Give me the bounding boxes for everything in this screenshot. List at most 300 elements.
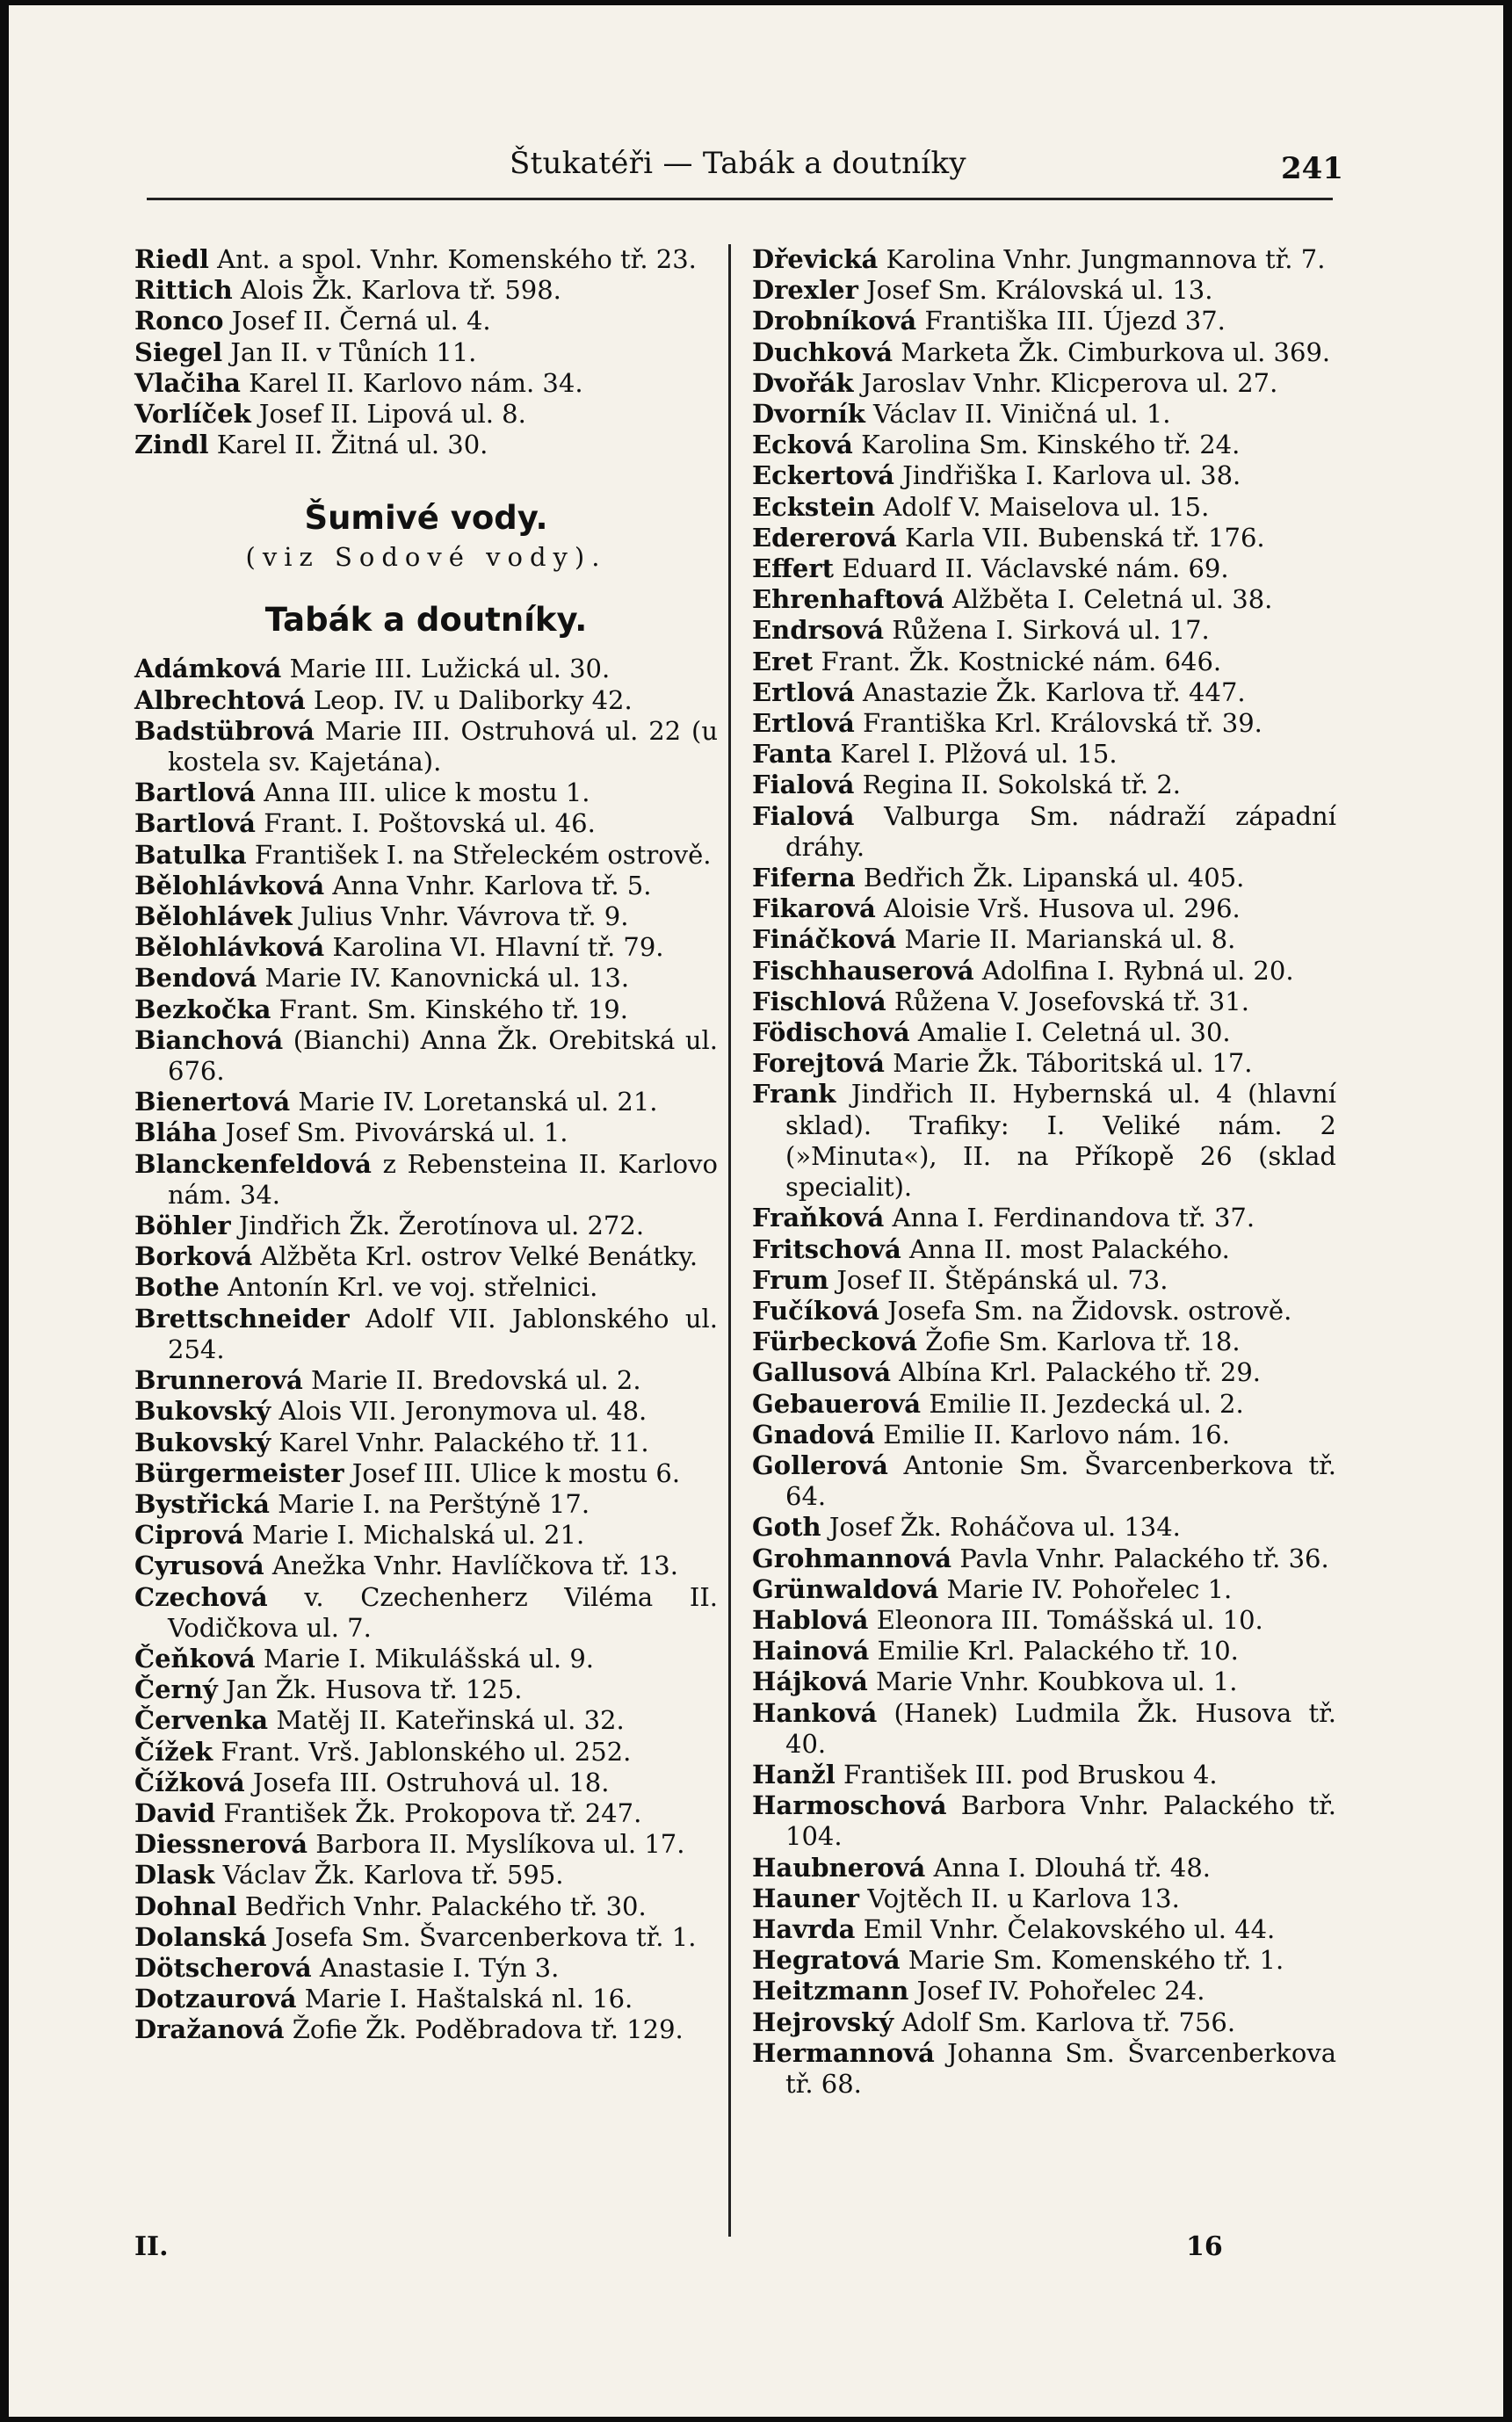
entry-details: František Žk. Prokopova tř. 247. — [223, 1797, 642, 1828]
directory-entry — [134, 808, 718, 839]
entry-details: Frant. Žk. Kostnické nám. 646. — [821, 646, 1222, 676]
entry-surname: Vorlíček — [134, 399, 251, 430]
entry-details: Barbora Vnhr. Palackého tř. 104. — [785, 1790, 1336, 1852]
entry-surname: Ertlová — [752, 708, 855, 739]
entry-surname: Bartlová — [134, 808, 256, 839]
entry-surname: Drobníková — [752, 306, 917, 336]
directory-entry — [752, 893, 1336, 924]
entry-surname: Albrechtová — [134, 684, 306, 715]
entry-surname: Havrda — [752, 1913, 856, 1944]
directory-entry — [752, 399, 1336, 430]
directory-entry — [752, 863, 1336, 893]
entry-details: Marie Vnhr. Koubkova ul. 1. — [875, 1666, 1238, 1697]
entry-surname: Dvorník — [752, 399, 865, 430]
entry-details: z Rebensteina II. Karlovo nám. 34. — [168, 1148, 718, 1210]
entry-details: Marie IV. Kanovnická ul. 13. — [264, 963, 630, 994]
entry-details: Barbora II. Myslíkova ul. 17. — [315, 1829, 685, 1860]
entry-surname: Fialová — [752, 800, 855, 831]
directory-entry — [134, 1768, 718, 1798]
entry-details: Pavla Vnhr. Palackého tř. 36. — [959, 1543, 1329, 1573]
directory-entry — [134, 1984, 718, 2014]
entry-details: Marie IV. Loretanská ul. 21. — [298, 1087, 658, 1117]
entry-details: Antonie Sm. Švarcenberkova tř. 64. — [785, 1450, 1336, 1512]
directory-entry — [134, 337, 718, 368]
entry-surname: Batulka — [134, 839, 247, 870]
entry-details: Růžena V. Josefovská tř. 31. — [893, 986, 1249, 1016]
entry-surname: Čížková — [134, 1767, 245, 1797]
entry-surname: Riedl — [134, 244, 209, 274]
directory-entry — [134, 1428, 718, 1458]
entry-surname: Cyrusová — [134, 1551, 264, 1581]
directory-entry — [752, 1079, 1336, 1203]
section-note-sodove-vody: (viz Sodové vody). — [245, 542, 607, 573]
directory-entry — [752, 1327, 1336, 1357]
entry-surname: Frank — [752, 1079, 836, 1110]
entry-surname: Hablová — [752, 1604, 869, 1635]
entry-surname: Ertlová — [752, 676, 855, 707]
entry-surname: Bienertová — [134, 1087, 291, 1117]
entry-details: Ant. a spol. Vnhr. Komenského tř. 23. — [217, 244, 697, 274]
entry-surname: David — [134, 1797, 216, 1828]
entry-surname: Bianchová — [134, 1024, 284, 1055]
entry-details: Žofie Sm. Karlova tř. 18. — [925, 1327, 1241, 1357]
tabak-entries-left — [134, 654, 718, 2045]
entry-details: Anna III. ulice k mostu 1. — [264, 777, 590, 808]
entry-details: Václav II. Viničná ul. 1. — [873, 399, 1171, 430]
directory-entry — [752, 739, 1336, 770]
entry-details: Albína Krl. Palackého tř. 29. — [899, 1357, 1261, 1388]
entry-surname: Fialová — [752, 770, 855, 800]
directory-entry — [134, 1025, 718, 1087]
entry-surname: Bystřická — [134, 1488, 270, 1519]
entry-surname: Duchková — [752, 336, 893, 367]
directory-entry — [752, 924, 1336, 955]
entry-details: Jaroslav Vnhr. Klicperova ul. 27. — [861, 367, 1278, 398]
entry-details: Marie II. Marianská ul. 8. — [904, 924, 1236, 955]
entry-details: Anna II. most Palackého. — [909, 1233, 1230, 1264]
entry-surname: Hanková — [752, 1697, 878, 1728]
entry-surname: Heitzmann — [752, 1976, 909, 2006]
entry-details: Adolfina I. Rybná ul. 20. — [981, 955, 1294, 986]
directory-entry — [752, 2007, 1336, 2038]
directory-entry — [134, 399, 718, 430]
entry-surname: Dvořák — [752, 367, 854, 398]
entry-details: Jindřich II. Hybernská ul. 4 (hlavní sklad). Trafiky: I. Veliké nám. 2 (»Minuta«), II. na Příkopě 26 (sklad specialit). — [785, 1079, 1336, 1203]
directory-entry — [134, 1953, 718, 1984]
left-column — [134, 244, 718, 2046]
entry-details: Alois VII. Jeronymova ul. 48. — [279, 1396, 647, 1427]
entry-surname: Černý — [134, 1674, 218, 1705]
entry-surname: Bothe — [134, 1272, 220, 1303]
entry-details: Alžběta Krl. ostrov Velké Benátky. — [260, 1241, 698, 1272]
directory-entry — [752, 647, 1336, 677]
directory-entry — [752, 1698, 1336, 1760]
directory-entry — [134, 1241, 718, 1272]
entry-details: František I. na Střeleckém ostrově. — [254, 839, 712, 870]
entry-surname: Fürbecková — [752, 1327, 917, 1357]
directory-entry — [752, 987, 1336, 1017]
directory-entry — [134, 1304, 718, 1365]
directory-entry — [752, 1203, 1336, 1233]
directory-entry — [752, 492, 1336, 523]
entry-surname: Fikarová — [752, 893, 876, 924]
entry-surname: Endrsová — [752, 615, 885, 646]
directory-entry — [134, 901, 718, 932]
entry-surname: Brunnerová — [134, 1365, 303, 1396]
entry-surname: Bělohlávková — [134, 932, 325, 963]
directory-entry — [752, 1420, 1336, 1450]
entry-surname: Fučíková — [752, 1295, 879, 1326]
directory-entry — [752, 1605, 1336, 1636]
entry-surname: Gollerová — [752, 1450, 888, 1480]
directory-entry — [752, 244, 1336, 275]
directory-entry — [752, 460, 1336, 491]
entry-details: Františka Krl. Královská tř. 39. — [863, 708, 1262, 739]
directory-entry — [134, 244, 718, 275]
entry-surname: Edererová — [752, 522, 897, 553]
directory-entry — [752, 1450, 1336, 1512]
entry-details: Emil Vnhr. Čelakovského ul. 44. — [863, 1913, 1276, 1944]
entry-surname: Frum — [752, 1264, 829, 1295]
entry-details: Marie II. Bredovská ul. 2. — [310, 1365, 641, 1396]
entry-details: Josef II. Štěpánská ul. 73. — [836, 1264, 1168, 1295]
entry-details: Anna I. Ferdinandova tř. 37. — [892, 1203, 1255, 1233]
entry-details: Josef IV. Pohořelec 24. — [916, 1976, 1205, 2006]
directory-entry — [134, 1211, 718, 1241]
entry-details: Alois Žk. Karlova tř. 598. — [240, 275, 561, 306]
spacer — [134, 460, 718, 497]
entry-surname: Hegratová — [752, 1945, 901, 1976]
directory-entry — [134, 1891, 718, 1922]
entry-details: Bedřich Žk. Lipanská ul. 405. — [863, 863, 1245, 893]
entry-details: Žofie Žk. Poděbradova tř. 129. — [292, 2014, 684, 2045]
tabak-entries-right — [752, 244, 1336, 2100]
entry-surname: Červenka — [134, 1705, 269, 1736]
entry-details: Josefa Sm. na Židovsk. ostrově. — [887, 1295, 1292, 1326]
entry-details: Marie I. Mikulášská ul. 9. — [263, 1643, 595, 1674]
entry-surname: Gallusová — [752, 1357, 891, 1388]
entry-details: Marie III. Lužická ul. 30. — [289, 654, 611, 684]
entry-surname: Zindl — [134, 430, 209, 460]
entry-details: Karolina VI. Hlavní tř. 79. — [332, 932, 664, 963]
entry-surname: Gnadová — [752, 1419, 875, 1450]
page-header — [9, 137, 1503, 199]
entry-surname: Grünwaldová — [752, 1573, 939, 1604]
section-heading-sumive-vody: Šumivé vody. — [304, 499, 548, 538]
directory-entry — [134, 716, 718, 777]
entry-details: Anna I. Dlouhá tř. 48. — [933, 1852, 1212, 1883]
entry-details: Josef II. Lipová ul. 8. — [258, 399, 526, 430]
directory-entry — [134, 963, 718, 994]
running-head: Štukatéři — Tabák a doutníky — [510, 146, 966, 181]
entry-details: Adolf V. Maiselova ul. 15. — [883, 491, 1210, 522]
directory-entry — [134, 871, 718, 901]
entry-surname: Brettschneider — [134, 1303, 350, 1334]
directory-page — [9, 5, 1503, 2417]
entry-details: Josef II. Černá ul. 4. — [231, 306, 491, 336]
directory-entry — [752, 1636, 1336, 1666]
entry-surname: Bezkočka — [134, 994, 271, 1024]
entry-details: Marie Sm. Komenského tř. 1. — [908, 1945, 1284, 1976]
directory-entry — [752, 1574, 1336, 1605]
directory-entry — [134, 2014, 718, 2045]
directory-entry — [752, 677, 1336, 708]
directory-entry — [134, 1582, 718, 1644]
directory-entry — [134, 1396, 718, 1427]
entry-details: Josefa III. Ostruhová ul. 18. — [252, 1767, 610, 1797]
entry-surname: Eckstein — [752, 491, 876, 522]
entry-surname: Adámková — [134, 654, 282, 684]
entry-details: Amalie I. Celetná ul. 30. — [917, 1017, 1231, 1048]
entry-details: Josef Žk. Roháčova ul. 134. — [828, 1512, 1181, 1543]
directory-entry — [752, 1296, 1336, 1327]
entry-surname: Dotzaurová — [134, 1984, 297, 2014]
entry-details: Jan Žk. Husova tř. 125. — [225, 1674, 523, 1705]
entry-details: (Hanek) Ludmila Žk. Husova tř. 40. — [785, 1697, 1336, 1759]
entry-details: Karolina Sm. Kinského tř. 24. — [861, 430, 1241, 460]
entry-details: Antonín Krl. ve voj. střelnici. — [228, 1272, 598, 1303]
directory-entry — [752, 1512, 1336, 1543]
entry-surname: Fiferna — [752, 863, 856, 893]
directory-entry — [134, 654, 718, 684]
entry-details: Josef Sm. Královská ul. 13. — [866, 275, 1213, 306]
entry-details: Marie I. Michalská ul. 21. — [251, 1520, 585, 1551]
entry-surname: Eret — [752, 646, 814, 676]
entry-surname: Dražanová — [134, 2014, 285, 2045]
entry-surname: Goth — [752, 1512, 821, 1543]
directory-entry — [752, 1048, 1336, 1079]
directory-entry — [134, 1674, 718, 1705]
entry-surname: Dlask — [134, 1860, 215, 1891]
directory-entry — [752, 337, 1336, 368]
entry-details: František III. pod Bruskou 4. — [843, 1759, 1218, 1789]
directory-entry — [134, 1551, 718, 1581]
entry-surname: Blanckenfeldová — [134, 1148, 372, 1179]
entry-details: Marie III. Ostruhová ul. 22 (u kostela sv. Kajetána). — [168, 715, 719, 777]
column-divider — [728, 244, 731, 2237]
entry-surname: Bukovský — [134, 1396, 271, 1427]
entry-surname: Čížek — [134, 1736, 213, 1767]
entry-surname: Diessnerová — [134, 1829, 308, 1860]
directory-entry — [752, 275, 1336, 306]
entry-details: Eduard II. Václavské nám. 69. — [842, 553, 1229, 584]
sheet-number: 16 — [1186, 2231, 1223, 2262]
directory-entry — [134, 1272, 718, 1303]
entry-surname: Effert — [752, 553, 835, 584]
entry-surname: Fanta — [752, 739, 833, 770]
entry-details: Karel II. Karlovo nám. 34. — [249, 367, 583, 398]
entry-surname: Haubnerová — [752, 1852, 926, 1883]
entry-details: Eleonora III. Tomášská ul. 10. — [876, 1604, 1263, 1635]
spacer — [134, 575, 718, 599]
directory-entry — [752, 523, 1336, 553]
directory-entry — [134, 1520, 718, 1551]
entry-surname: Harmoschová — [752, 1790, 947, 1821]
entry-surname: Vlačiha — [134, 367, 241, 398]
entry-surname: Čeňková — [134, 1643, 256, 1674]
stukateri-entries — [134, 244, 718, 460]
directory-entry — [134, 430, 718, 460]
entry-details: Leop. IV. u Daliborky 42. — [313, 684, 633, 715]
directory-entry — [752, 1945, 1336, 1976]
entry-surname: Fritschová — [752, 1233, 901, 1264]
entry-details: Karel II. Žitná ul. 30. — [216, 430, 488, 460]
spacer — [134, 641, 718, 654]
entry-details: Marie IV. Pohořelec 1. — [946, 1573, 1233, 1604]
entry-details: Aloisie Vrš. Husova ul. 296. — [883, 893, 1241, 924]
directory-entry — [752, 1265, 1336, 1296]
entry-details: Alžběta I. Celetná ul. 38. — [951, 584, 1273, 615]
directory-entry — [752, 1544, 1336, 1574]
directory-entry — [752, 1357, 1336, 1388]
entry-details: Marketa Žk. Cimburkova ul. 369. — [901, 336, 1331, 367]
directory-entry — [134, 306, 718, 336]
directory-entry — [134, 1644, 718, 1674]
directory-entry — [752, 1760, 1336, 1790]
directory-entry — [134, 840, 718, 871]
entry-surname: Czechová — [134, 1581, 268, 1612]
entry-details: Julius Vnhr. Vávrova tř. 9. — [300, 901, 629, 932]
entry-surname: Bendová — [134, 963, 257, 994]
entry-surname: Badstübrová — [134, 715, 315, 746]
directory-entry — [134, 1149, 718, 1211]
directory-entry — [134, 777, 718, 808]
directory-entry — [134, 1829, 718, 1860]
entry-details: (Bianchi) Anna Žk. Orebitská ul. 676. — [168, 1024, 719, 1087]
entry-details: Adolf VII. Jablonského ul. 254. — [168, 1303, 718, 1364]
entry-surname: Ehrenhaftová — [752, 584, 944, 615]
directory-entry — [752, 306, 1336, 336]
entry-surname: Ronco — [134, 306, 224, 336]
entry-details: Marie Žk. Táboritská ul. 17. — [893, 1048, 1253, 1079]
entry-details: Adolf Sm. Karlova tř. 756. — [901, 2006, 1236, 2037]
directory-entry — [134, 1365, 718, 1396]
directory-entry — [134, 1117, 718, 1148]
entry-surname: Dřevická — [752, 244, 879, 274]
entry-details: Emilie II. Karlovo nám. 16. — [883, 1419, 1230, 1450]
entry-surname: Hejrovský — [752, 2006, 894, 2037]
signature-mark: II. — [134, 2231, 169, 2262]
directory-entry — [752, 708, 1336, 739]
entry-surname: Ecková — [752, 430, 853, 460]
directory-entry — [134, 1860, 718, 1891]
entry-surname: Hauner — [752, 1883, 860, 1913]
entry-surname: Drexler — [752, 275, 858, 306]
entry-details: Františka III. Újezd 37. — [924, 306, 1226, 336]
entry-details: Josef III. Ulice k mostu 6. — [351, 1457, 681, 1488]
entry-surname: Dötscherová — [134, 1952, 312, 1983]
entry-surname: Hájková — [752, 1666, 868, 1697]
directory-entry — [752, 584, 1336, 615]
entry-details: Václav Žk. Karlova tř. 595. — [222, 1860, 564, 1891]
directory-entry — [752, 1914, 1336, 1945]
directory-entry — [134, 1798, 718, 1829]
directory-entry — [134, 932, 718, 963]
section-heading-tabak-a-doutniky: Tabák a doutníky. — [264, 601, 588, 640]
entry-details: Josefa Sm. Švarcenberkova tř. 1. — [274, 1921, 697, 1952]
entry-details: Růžena I. Sirková ul. 17. — [892, 615, 1210, 646]
directory-entry — [752, 1666, 1336, 1697]
entry-details: v. Czechenherz Viléma II. Vodičkova ul. 7. — [168, 1581, 719, 1643]
directory-entry — [752, 553, 1336, 584]
entry-details: Emilie II. Jezdecká ul. 2. — [929, 1388, 1244, 1419]
directory-entry — [752, 1790, 1336, 1852]
entry-surname: Eckertová — [752, 460, 894, 491]
directory-entry — [134, 1922, 718, 1953]
directory-entry — [134, 1705, 718, 1736]
directory-entry — [134, 994, 718, 1025]
entry-surname: Dolanská — [134, 1921, 267, 1952]
entry-details: Karla VII. Bubenská tř. 176. — [905, 522, 1265, 553]
page-number: 241 — [1281, 151, 1343, 186]
directory-entry — [752, 801, 1336, 863]
entry-details: Karel I. Plžová ul. 15. — [840, 739, 1118, 770]
entry-surname: Fischhauserová — [752, 955, 974, 986]
entry-details: Emilie Krl. Palackého tř. 10. — [877, 1636, 1239, 1666]
entry-surname: Siegel — [134, 336, 223, 367]
header-rule — [147, 198, 1333, 200]
directory-entry — [752, 1017, 1336, 1048]
entry-surname: Ciprová — [134, 1520, 244, 1551]
entry-surname: Rittich — [134, 275, 233, 306]
directory-entry — [752, 615, 1336, 646]
entry-details: Anežka Vnhr. Havlíčkova tř. 13. — [271, 1551, 678, 1581]
entry-details: Regina II. Sokolská tř. 2. — [862, 770, 1182, 800]
directory-entry — [752, 956, 1336, 987]
directory-entry — [752, 2038, 1336, 2100]
entry-details: Anna Vnhr. Karlova tř. 5. — [332, 870, 652, 900]
entry-surname: Böhler — [134, 1211, 231, 1241]
entry-surname: Grohmannová — [752, 1543, 952, 1573]
entry-surname: Bělohlávek — [134, 901, 293, 932]
right-column — [752, 244, 1336, 2100]
directory-entry — [134, 368, 718, 399]
entry-details: Frant. Vrš. Jablonského ul. 252. — [221, 1736, 632, 1767]
entry-surname: Borková — [134, 1241, 253, 1272]
entry-surname: Bláha — [134, 1117, 218, 1148]
directory-entry — [134, 1489, 718, 1520]
entry-surname: Hainová — [752, 1636, 870, 1666]
entry-surname: Hermannová — [752, 2037, 935, 2068]
entry-surname: Bělohlávková — [134, 870, 325, 900]
entry-details: Jindřich Žk. Žerotínova ul. 272. — [238, 1211, 645, 1241]
entry-details: Matěj II. Kateřinská ul. 32. — [276, 1705, 625, 1736]
entry-details: Anastasie I. Týn 3. — [319, 1952, 560, 1983]
entry-details: Jindřiška I. Karlova ul. 38. — [902, 460, 1241, 491]
directory-entry — [752, 1853, 1336, 1883]
directory-entry — [134, 275, 718, 306]
entry-surname: Hanžl — [752, 1759, 836, 1789]
directory-entry — [752, 430, 1336, 460]
entry-details: Valburga Sm. nádraží západní dráhy. — [785, 800, 1337, 862]
entry-surname: Gebauerová — [752, 1388, 922, 1419]
directory-entry — [134, 1458, 718, 1489]
entry-details: Karel Vnhr. Palackého tř. 11. — [279, 1427, 649, 1457]
entry-surname: Fináčková — [752, 924, 897, 955]
directory-entry — [752, 1389, 1336, 1420]
entry-details: Marie I. na Perštýně 17. — [278, 1488, 590, 1519]
entry-surname: Bürgermeister — [134, 1457, 344, 1488]
entry-surname: Födischová — [752, 1017, 910, 1048]
entry-details: Frant. I. Poštovská ul. 46. — [264, 808, 596, 839]
entry-surname: Bukovský — [134, 1427, 271, 1457]
directory-entry — [134, 1737, 718, 1768]
entry-details: Anastazie Žk. Karlova tř. 447. — [863, 676, 1246, 707]
entry-details: Vojtěch II. u Karlova 13. — [867, 1883, 1180, 1913]
directory-entry — [752, 1234, 1336, 1265]
entry-details: Karolina Vnhr. Jungmannova tř. 7. — [886, 244, 1326, 274]
entry-details: Johanna Sm. Švarcenberkova tř. 68. — [785, 2037, 1336, 2099]
